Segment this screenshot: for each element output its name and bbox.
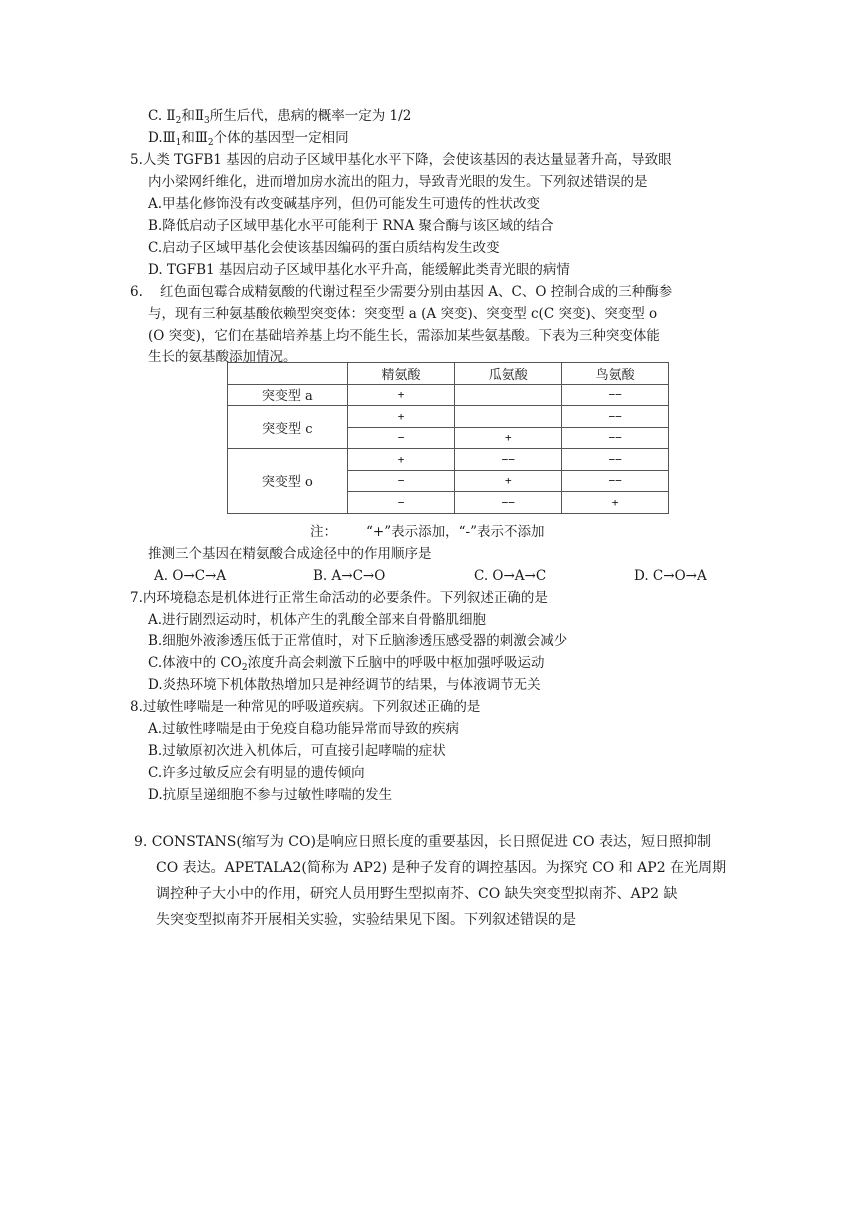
q8-option-b: B.过敏原初次进入机体后，可直接引起哮喘的症状 (148, 743, 446, 759)
q8-option-d: D.抗原呈递细胞不参与过敏性哮喘的发生 (148, 787, 393, 803)
table-row (228, 384, 669, 406)
row-label-mutant-a: 突变型 a (228, 384, 348, 406)
table-header-row (228, 363, 669, 385)
q7-option-d: D.炎热环境下机体散热增加只是神经调节的结果，与体液调节无关 (148, 677, 541, 693)
row-label-mutant-o: 突变型 o (228, 449, 348, 514)
q8-option-a: A.过敏性哮喘是由于免疫自稳功能异常而导致的疾病 (148, 721, 460, 737)
q5-stem-line1: 5.人类 TGFB1 基因的启动子区域甲基化水平下降，会使该基因的表达量显著升高，导致眼 (130, 152, 672, 168)
q5-option-a: A.甲基化修饰没有改变碱基序列，但仍可能发生可遗传的性状改变 (148, 196, 541, 212)
table-row (228, 449, 669, 471)
table-cell (455, 406, 562, 428)
table-cell: + (347, 406, 455, 428)
table-cell (455, 384, 562, 406)
q7-option-b: B.细胞外液渗透压低于正常值时，对下丘脑渗透压感受器的刺激会减少 (148, 633, 568, 649)
q7-option-c: C.体液中的 $CO_2$浓度升高会刺激下丘脑中的呼吸中枢加强呼吸运动 (148, 655, 545, 673)
table-cell: − (347, 427, 455, 449)
q9-stem-line2: CO 表达。APETALA2(简称为 AP2) 是种子发育的调控基因。为探究 CO 和 AP2 在光周期 (156, 860, 727, 876)
table-cell: −− (562, 384, 669, 406)
table-cell: + (562, 492, 669, 514)
table-cell: −− (562, 427, 669, 449)
table-cell: −− (562, 470, 669, 492)
table-cell: − (347, 492, 455, 514)
table-cell: −− (455, 449, 562, 471)
table-cell: −− (455, 492, 562, 514)
table-note-lead: 注： (310, 524, 337, 540)
q6-option-a: A. O→C→A (154, 568, 227, 584)
q5-stem-line2: 内小梁网纤维化，进而增加房水流出的阻力，导致青光眼的发生。下列叙述错误的是 (148, 174, 648, 190)
table-header-citrulline: 瓜氨酸 (455, 363, 562, 385)
row-label-mutant-c: 突变型 c (228, 406, 348, 449)
q6-option-b: B. A→C→O (313, 568, 386, 584)
table-header-arginine: 精氨酸 (347, 363, 455, 385)
amino-acid-table (227, 362, 669, 514)
table-note-text: “+”表示添加，“-”表示不添加 (366, 524, 545, 540)
table-header-ornithine: 鸟氨酸 (562, 363, 669, 385)
table-header-empty (228, 363, 348, 385)
table-cell: −− (562, 449, 669, 471)
table-cell: −− (562, 406, 669, 428)
q8-stem: 8.过敏性哮喘是一种常见的呼吸道疾病。下列叙述正确的是 (130, 699, 481, 715)
q5-option-d: D. TGFB1 基因启动子区域甲基化水平升高，能缓解此类青光眼的病情 (148, 262, 570, 278)
q5-option-b: B.降低启动子区域甲基化水平可能利于 RNA 聚合酶与该区域的结合 (148, 218, 554, 234)
q6-option-d: D. C→O→A (634, 568, 707, 584)
q7-stem: 7.内环境稳态是机体进行正常生命活动的必要条件。下列叙述正确的是 (130, 590, 548, 606)
table-cell: + (455, 427, 562, 449)
q6-question: 推测三个基因在精氨酸合成途径中的作用顺序是 (148, 546, 432, 562)
q5-option-c: C.启动子区域甲基化会使该基因编码的蛋白质结构发生改变 (148, 240, 500, 256)
q9-stem-line4: 失突变型拟南芥开展相关实验，实验结果见下图。下列叙述错误的是 (156, 912, 576, 928)
table-cell: − (347, 470, 455, 492)
table-row (228, 406, 669, 428)
q6-stem-line3: (O 突变)，它们在基础培养基上均不能生长，需添加某些氨基酸。下表为三种突变体能 (148, 328, 660, 344)
table-cell: + (347, 384, 455, 406)
q6-number: 6. (130, 284, 143, 300)
q6-stem-line1: 红色面包霉合成精氨酸的代谢过程至少需要分别由基因 A、C、O 控制合成的三种酶参 (160, 284, 673, 300)
table-cell: + (347, 449, 455, 471)
q4-option-c: C. $Ⅱ_2$和$Ⅱ_3$所生后代，患病的概率一定为 1/2 (148, 108, 412, 126)
q6-stem-line4: 生长的氨基酸添加情况。 (148, 349, 297, 365)
q9-stem-line1: 9. CONSTANS(缩写为 CO)是响应日照长度的重要基因，长日照促进 CO 表达，短日照抑制 (134, 834, 712, 850)
q4-option-d: $D.Ⅲ_1$和$Ⅲ_2$个体的基因型一定相同 (148, 130, 349, 148)
table-cell: + (455, 470, 562, 492)
q8-option-c: C.许多过敏反应会有明显的遗传倾向 (148, 765, 365, 781)
q6-option-c: C. O→A→C (474, 568, 547, 584)
q9-stem-line3: 调控种子大小中的作用，研究人员用野生型拟南芥、CO 缺失突变型拟南芥、AP2 缺 (156, 886, 678, 902)
q7-option-a: A.进行剧烈运动时，机体产生的乳酸全部来自骨骼肌细胞 (148, 612, 487, 628)
q6-stem-line2: 与，现有三种氨基酸依赖型突变体：突变型 a (A 突变)、突变型 c(C 突变)、突变型 o (148, 306, 658, 322)
